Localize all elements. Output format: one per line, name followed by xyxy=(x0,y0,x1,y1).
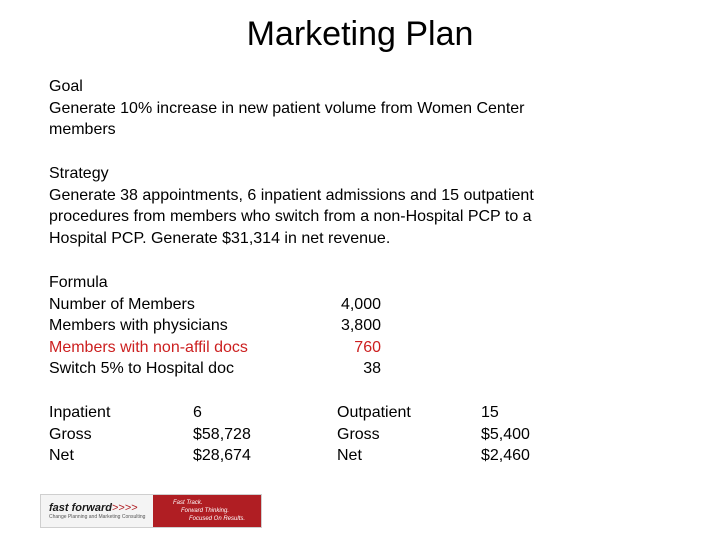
strategy-line: procedures from members who switch from a non-Hospital PCP to a xyxy=(49,208,532,225)
outpatient-gross-value: $5,400 xyxy=(481,425,530,443)
inpatient-gross-value: $58,728 xyxy=(193,425,251,443)
formula-section xyxy=(49,272,381,377)
logo-brand-panel xyxy=(41,495,153,527)
logo-slogan-line: Fast Track. xyxy=(173,500,203,506)
goal-line: members xyxy=(49,121,116,138)
outpatient-count: 15 xyxy=(481,404,499,421)
strategy-heading: Strategy xyxy=(49,165,109,182)
logo-slogan-line: Focused On Results. xyxy=(189,516,246,522)
formula-label: Members with non-affil docs xyxy=(49,338,248,356)
outpatient-net-label: Net xyxy=(337,447,362,464)
inpatient-count: 6 xyxy=(193,404,202,421)
inpatient-gross-label: Gross xyxy=(49,425,92,443)
goal-section xyxy=(49,76,525,141)
logo-slogan-line: Forward Thinking. xyxy=(181,508,230,514)
inpatient-labels xyxy=(49,402,110,467)
formula-heading: Formula xyxy=(49,274,108,291)
outpatient-net-value: $2,460 xyxy=(481,447,530,464)
outpatient-values xyxy=(481,402,530,467)
logo-tagline: Change Planning and Marketing Consulting xyxy=(49,513,146,520)
formula-label: Switch 5% to Hospital doc xyxy=(49,360,234,377)
formula-value: 38 xyxy=(363,360,381,377)
formula-label: Members with physicians xyxy=(49,317,228,334)
formula-value: 3,800 xyxy=(340,317,381,334)
inpatient-values xyxy=(193,402,251,467)
outpatient-gross-label: Gross xyxy=(337,425,380,443)
formula-value: 4,000 xyxy=(340,295,381,313)
company-logo xyxy=(40,494,262,528)
strategy-line: Hospital PCP. Generate $31,314 in net revenue. xyxy=(49,229,391,247)
logo-brand-name: fast forward xyxy=(49,501,112,514)
goal-line: Generate 10% increase in new patient volume from Women Center xyxy=(49,99,525,117)
strategy-line: Generate 38 appointments, 6 inpatient admissions and 15 outpatient xyxy=(49,186,534,204)
formula-label: Number of Members xyxy=(49,295,195,313)
goal-heading: Goal xyxy=(49,78,83,95)
strategy-section xyxy=(49,163,534,249)
formula-value: 760 xyxy=(354,338,381,356)
inpatient-net-label: Net xyxy=(49,447,74,464)
outpatient-labels xyxy=(337,402,411,467)
logo-arrows: >>>> xyxy=(111,501,138,514)
inpatient-net-value: $28,674 xyxy=(193,447,251,464)
page-title: Marketing Plan xyxy=(246,15,474,53)
logo-slogan-panel xyxy=(153,495,261,527)
outpatient-heading: Outpatient xyxy=(337,404,411,421)
inpatient-heading: Inpatient xyxy=(49,404,111,421)
